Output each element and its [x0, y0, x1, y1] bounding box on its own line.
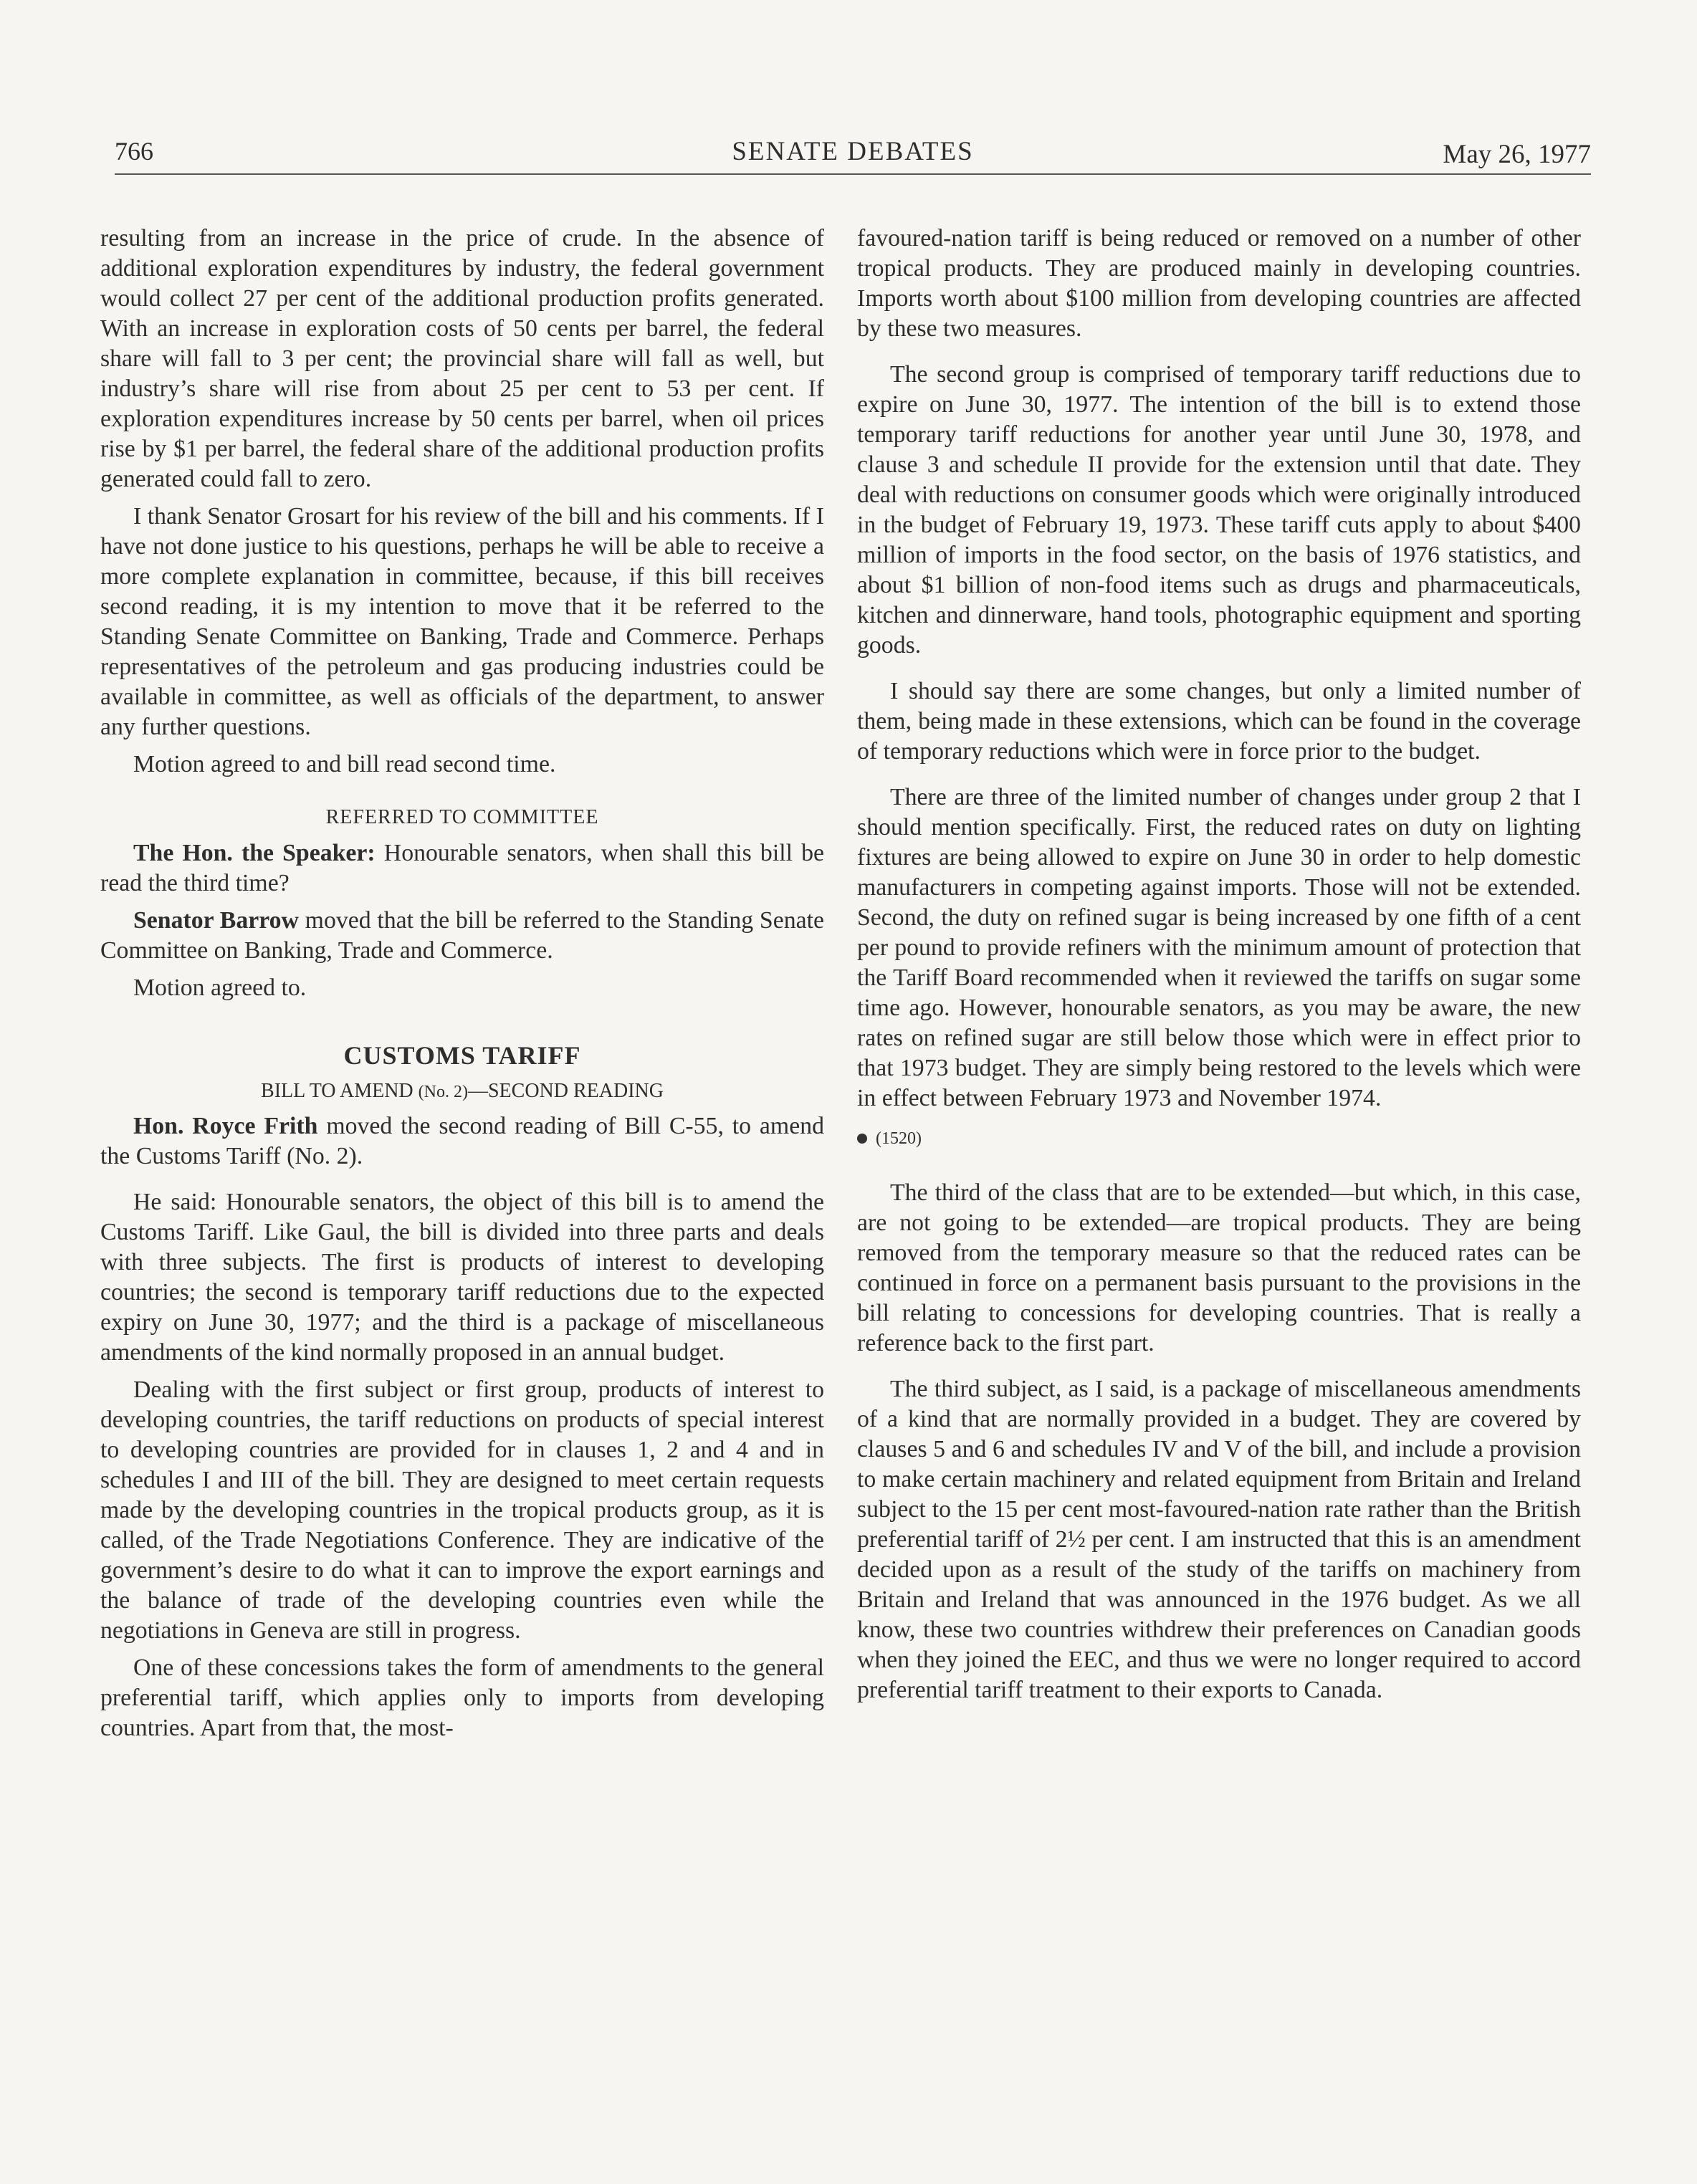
right-column [857, 224, 1581, 1713]
paragraph: One of these concessions takes the form of amendments to the general preferential tariff, which applies only to imports from developing countries. Apart from that, the most- [100, 1654, 824, 1741]
time-marker-text: (1520) [876, 1129, 922, 1148]
paragraph: There are three of the limited number of changes under group 2 that I should mention specifically. First, the reduced rates on duty on lighting fixtures are being allowed to expire on June 30 in order to help domestic manufacturers in competing against imports. Those will not be extended. Second, the duty on refined sugar is being increased by one fifth of a cent per pound to provide refiners with the minimum amount of protection that the Tariff Board recommended when it reviewed the tariffs on sugar some time ago. However, honourable senators, as you may be aware, the new rates on refined sugar are still below those which were in effect prior to that 1973 budget. They are simply being restored to the levels which were in effect between February 1973 and November 1974. [857, 784, 1581, 1111]
paragraph: favoured-nation tariff is being reduced or removed on a number of other tropical products. They are produced mainly in developing countries. Imports worth about $100 million from developing countries are affected by these two measures. [857, 225, 1581, 342]
bill-subheading-text: BILL TO AMEND [261, 1080, 419, 1102]
speaker-text: moved that the bill be referred to the Standing Senate Committee on Banking, Trade and Commerce. [100, 907, 824, 964]
left-column [100, 224, 824, 1750]
paragraph: The third of the class that are to be extended—but which, in this case, are not going to be extended—are tropical products. They are being removed from the temporary measure so that the reduced rates can be continued in force on a permanent basis pursuant to the provisions in the bill relating to concessions for developing countries. That is really a reference back to the first part. [857, 1179, 1581, 1356]
page-number: 766 [115, 137, 153, 166]
speaker-name: Hon. Royce Frith [133, 1113, 318, 1139]
paragraph: Motion agreed to and bill read second time. [133, 751, 556, 777]
paragraph: The third subject, as I said, is a package of miscellaneous amendments of a kind that are normally provided in a budget. They are covered by clauses 5 and 6 and schedules IV and V of the bill, and include a provision to make certain machinery and related equipment from Britain and Ireland subject to the 15 per cent most-favoured-nation rate rather than the British preferential tariff of 2½ per cent. I am instructed that this is an amendment decided upon as a result of the study of the tariffs on machinery from Britain and Ireland that was announced in the 1976 budget. As we all know, these two countries withdrew their preferences on Canadian goods when they joined the EEC, and thus we were no longer required to accord preferential tariff treatment to their exports to Canada. [857, 1376, 1581, 1703]
section-heading-customs-tariff: CUSTOMS TARIFF [343, 1041, 581, 1070]
bill-subheading-suffix: —SECOND READING [467, 1080, 664, 1102]
paragraph: I should say there are some changes, but only a limited number of them, being made in these extensions, which can be found in the coverage of temporary reductions which were in force prior to the budget. [857, 678, 1581, 765]
bill-number: (No. 2) [418, 1083, 468, 1101]
speaker-paragraph [100, 906, 824, 966]
paragraph: resulting from an increase in the price of crude. In the absence of additional exploration expenditures by industry, the federal government would collect 27 per cent of the additional production profits generated. With an increase in exploration costs of 50 cents per barrel, the federal share will fall to 3 per cent; the provincial share will fall as well, but industry’s share will rise from about 25 per cent to 53 per cent. If exploration expenditures increase by 50 cents per barrel, when oil prices rise by $1 per barrel, the federal share of the additional production profits generated could fall to zero. [100, 225, 824, 492]
bill-subheading [100, 1076, 824, 1107]
speaker-text: Honourable senators, when shall this bill be read the third time? [100, 840, 824, 896]
speaker-paragraph [100, 1111, 824, 1172]
time-marker [857, 1124, 1581, 1154]
speaker-name: Senator Barrow [133, 907, 299, 934]
speaker-paragraph [100, 838, 824, 899]
page-header [115, 136, 1591, 175]
paragraph: I thank Senator Grosart for his review of the bill and his comments. If I have not done justice to his questions, perhaps he will be able to receive a more complete explanation in committee, because, if this bill receives second reading, it is my intention to move that it be referred to the Standing Senate Committee on Banking, Trade and Commerce. Perhaps representatives of the petroleum and gas producing industries could be available in committee, as well as officials of the department, to answer any further questions. [100, 503, 824, 740]
paragraph: He said: Honourable senators, the object of this bill is to amend the Customs Tariff. Like Gaul, the bill is divided into three parts and deals with three subjects. The first is products of interest to developing countries; the second is temporary tariff reductions due to the expected expiry on June 30, 1977; and the third is a package of miscellaneous amendments of the kind normally proposed in an annual budget. [100, 1189, 824, 1366]
speaker-name: The Hon. the Speaker: [133, 840, 376, 866]
speaker-text: moved the second reading of Bill C-55, to amend the Customs Tariff (No. 2). [100, 1113, 825, 1169]
paragraph: Motion agreed to. [133, 974, 307, 1001]
bullet-icon [857, 1134, 867, 1144]
page-date: May 26, 1977 [1443, 140, 1591, 169]
paragraph: Dealing with the first subject or first group, products of interest to developing countries, the tariff reductions on products of special interest to developing countries are provided for in clauses 1, 2 and 4 and in schedules I and III of the bill. They are designed to meet certain requests made by the developing countries in the tropical products group, as it is called, of the Trade Negotiations Conference. They are indicative of the government’s desire to do what it can to improve the export earnings and the balance of trade of the developing countries even while the negotiations in Geneva are still in progress. [100, 1376, 824, 1644]
publication-title: SENATE DEBATES [732, 137, 974, 166]
paragraph: The second group is comprised of temporary tariff reductions due to expire on June 30, 1977. The intention of the bill is to extend those temporary tariff reductions for another year until June 30, 1978, and clause 3 and schedule II provide for the extension until that date. They deal with reductions on consumer goods which were originally introduced in the budget of February 19, 1973. These tariff cuts apply to about $400 million of imports in the food sector, on the basis of 1976 statistics, and about $1 billion of non-food items such as drugs and pharmaceuticals, kitchen and dinnerware, hand tools, photographic equipment and sporting goods. [857, 361, 1581, 658]
section-heading-referred: REFERRED TO COMMITTEE [325, 806, 599, 828]
